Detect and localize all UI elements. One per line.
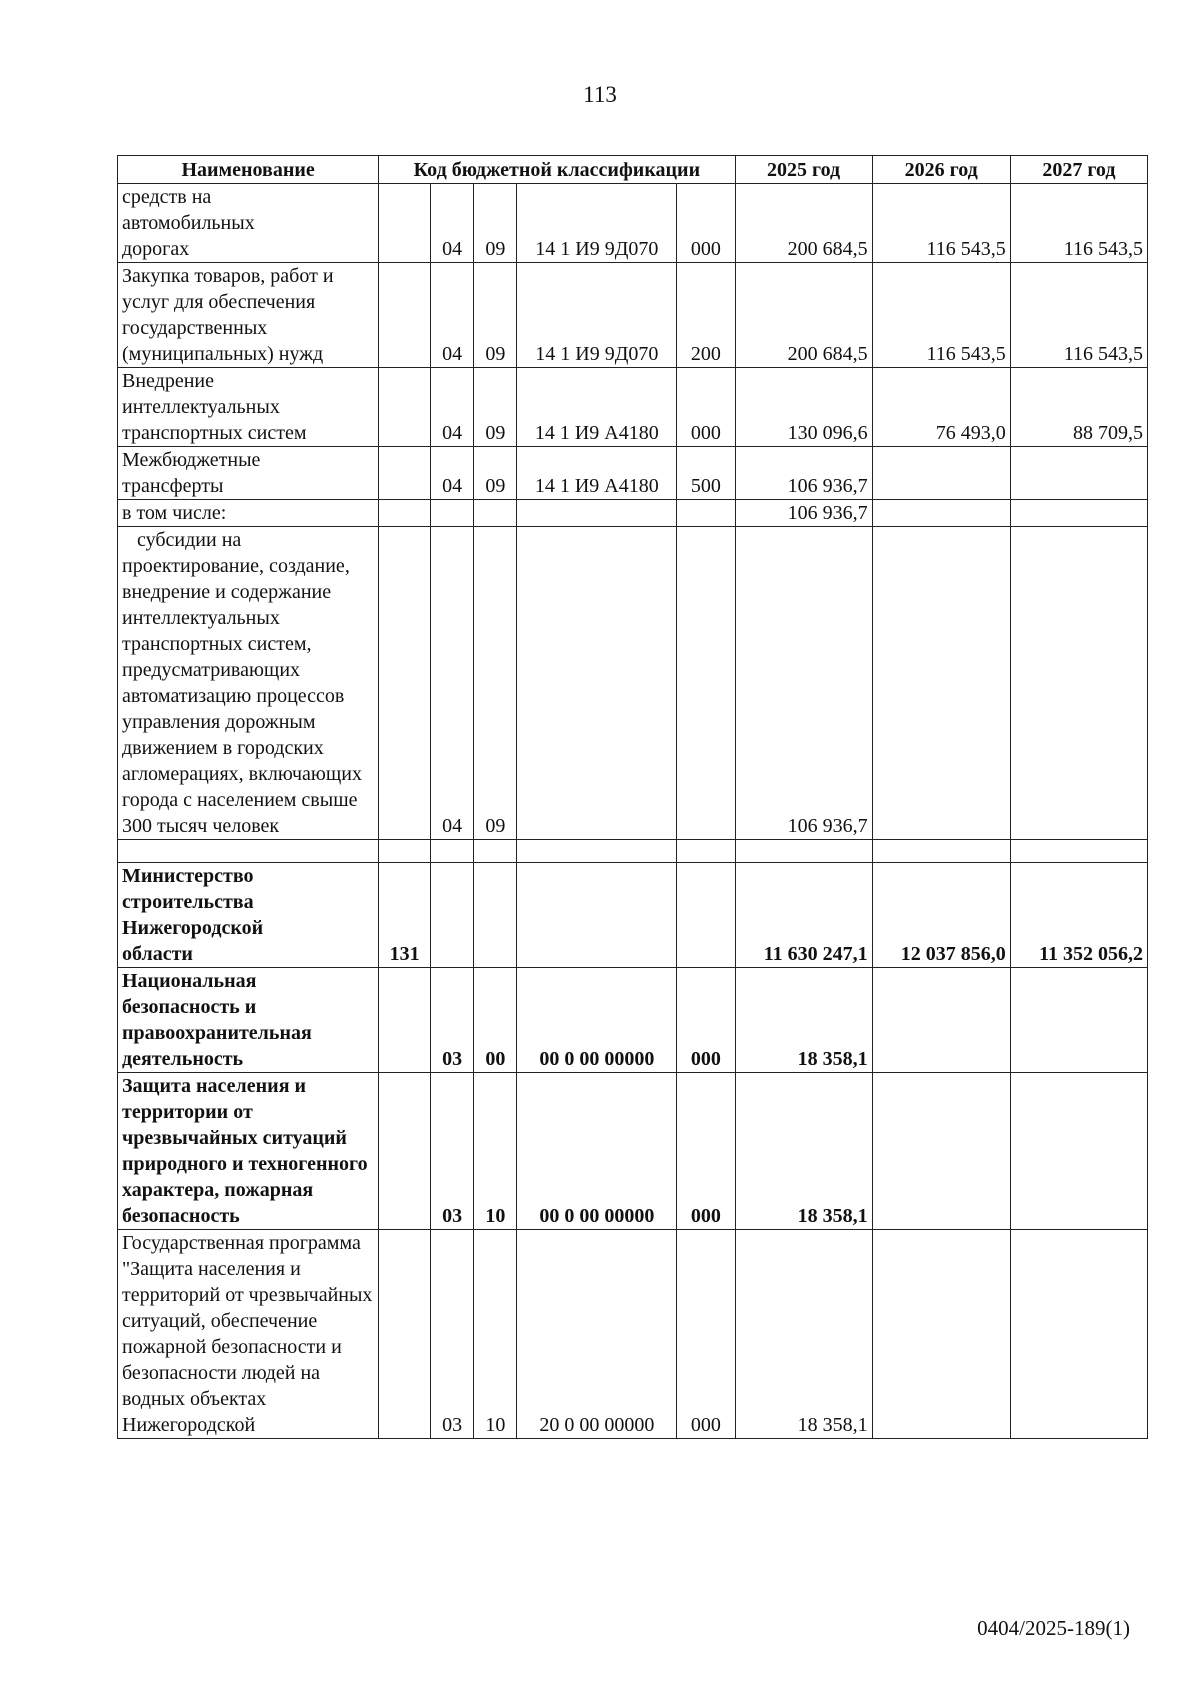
row-pr: 10 [474, 1073, 517, 1230]
table-row [118, 527, 1148, 840]
row-2027 [1010, 1073, 1147, 1230]
row-grbs [379, 968, 431, 1073]
row-rz [431, 500, 474, 527]
row-rz: 04 [431, 527, 474, 840]
table-row [118, 184, 1148, 263]
row-csr: 14 1 И9 А4180 [517, 368, 677, 447]
row-grbs [379, 527, 431, 840]
row-vr [677, 527, 735, 840]
budget-table [117, 155, 1148, 1439]
row-rz: 04 [431, 263, 474, 368]
table-row [118, 863, 1148, 968]
row-csr: 14 1 И9 9Д070 [517, 263, 677, 368]
row-2026: 116 543,5 [872, 184, 1010, 263]
row-rz: 04 [431, 368, 474, 447]
row-2027: 116 543,5 [1010, 263, 1147, 368]
row-2026: 12 037 856,0 [872, 863, 1010, 968]
row-2026 [872, 1230, 1010, 1439]
row-vr: 500 [677, 447, 735, 500]
row-grbs [379, 263, 431, 368]
row-2025 [735, 840, 872, 863]
row-grbs [379, 1073, 431, 1230]
row-csr: 20 0 00 00000 [517, 1230, 677, 1439]
row-csr: 14 1 И9 9Д070 [517, 184, 677, 263]
row-rz: 04 [431, 447, 474, 500]
row-2027: 11 352 056,2 [1010, 863, 1147, 968]
row-grbs [379, 184, 431, 263]
row-grbs [379, 447, 431, 500]
row-2025: 18 358,1 [735, 1230, 872, 1439]
row-grbs [379, 840, 431, 863]
row-pr: 09 [474, 184, 517, 263]
row-name [118, 840, 379, 863]
header-row [118, 156, 1148, 184]
row-2026 [872, 500, 1010, 527]
row-2026: 116 543,5 [872, 263, 1010, 368]
table-row [118, 500, 1148, 527]
page-number: 113 [583, 82, 617, 107]
row-name: Межбюджетные трансферты [118, 447, 379, 500]
row-pr: 09 [474, 263, 517, 368]
row-rz: 03 [431, 1073, 474, 1230]
row-name: субсидии на проектирование, создание, внедрение и содержание интеллектуальных транспортных систем, предусматривающих автоматизацию процессов управления дорожным движением в городских агломерациях, включающих города с населением свыше 300 тысяч человек [118, 527, 379, 840]
row-2025: 18 358,1 [735, 968, 872, 1073]
row-rz: 04 [431, 184, 474, 263]
document-code: 0404/2025-189(1) [977, 1616, 1130, 1640]
header-2025: 2025 год [735, 156, 872, 184]
header-2027: 2027 год [1010, 156, 1147, 184]
row-csr: 00 0 00 00000 [517, 968, 677, 1073]
row-2027: 88 709,5 [1010, 368, 1147, 447]
row-pr [474, 863, 517, 968]
row-vr: 000 [677, 1073, 735, 1230]
row-2026 [872, 447, 1010, 500]
row-pr: 09 [474, 447, 517, 500]
row-vr: 000 [677, 1230, 735, 1439]
row-2025: 200 684,5 [735, 184, 872, 263]
row-csr [517, 500, 677, 527]
row-2027 [1010, 527, 1147, 840]
row-2027 [1010, 840, 1147, 863]
row-name: Министерство строительства Нижегородской области [118, 863, 379, 968]
row-vr [677, 840, 735, 863]
row-vr [677, 500, 735, 527]
table-row [118, 368, 1148, 447]
row-2026: 76 493,0 [872, 368, 1010, 447]
row-2027 [1010, 968, 1147, 1073]
table-row-blank [118, 840, 1148, 863]
row-pr [474, 500, 517, 527]
table-row [118, 1230, 1148, 1439]
row-name: средств на автомобильных дорогах [118, 184, 379, 263]
row-vr: 000 [677, 184, 735, 263]
table-row [118, 447, 1148, 500]
row-grbs [379, 500, 431, 527]
row-pr: 09 [474, 527, 517, 840]
row-pr: 09 [474, 368, 517, 447]
table-row [118, 263, 1148, 368]
row-name: в том числе: [118, 500, 379, 527]
row-2026 [872, 1073, 1010, 1230]
row-grbs: 131 [379, 863, 431, 968]
row-2027 [1010, 1230, 1147, 1439]
row-pr [474, 840, 517, 863]
row-csr: 14 1 И9 А4180 [517, 447, 677, 500]
row-pr: 00 [474, 968, 517, 1073]
row-csr [517, 863, 677, 968]
row-csr [517, 527, 677, 840]
row-2027: 116 543,5 [1010, 184, 1147, 263]
row-name: Национальная безопасность и правоохранительная деятельность [118, 968, 379, 1073]
row-name: Государственная программа "Защита населения и территорий от чрезвычайных ситуаций, обеспечение пожарной безопасности и безопасности людей на водных объектах Нижегородской [118, 1230, 379, 1439]
row-2025: 18 358,1 [735, 1073, 872, 1230]
row-2026 [872, 527, 1010, 840]
row-csr [517, 840, 677, 863]
row-csr: 00 0 00 00000 [517, 1073, 677, 1230]
row-rz: 03 [431, 1230, 474, 1439]
row-name: Закупка товаров, работ и услуг для обеспечения государственных (муниципальных) нужд [118, 263, 379, 368]
row-vr [677, 863, 735, 968]
row-2025: 200 684,5 [735, 263, 872, 368]
row-2025: 106 936,7 [735, 447, 872, 500]
row-2026 [872, 968, 1010, 1073]
row-grbs [379, 1230, 431, 1439]
row-vr: 000 [677, 968, 735, 1073]
row-rz [431, 840, 474, 863]
row-name: Внедрение интеллектуальных транспортных систем [118, 368, 379, 447]
row-grbs [379, 368, 431, 447]
header-name: Наименование [118, 156, 379, 184]
row-2025: 106 936,7 [735, 500, 872, 527]
row-2025: 11 630 247,1 [735, 863, 872, 968]
row-rz: 03 [431, 968, 474, 1073]
row-2027 [1010, 500, 1147, 527]
row-2025: 130 096,6 [735, 368, 872, 447]
row-2025: 106 936,7 [735, 527, 872, 840]
row-vr: 200 [677, 263, 735, 368]
row-pr: 10 [474, 1230, 517, 1439]
row-vr: 000 [677, 368, 735, 447]
row-2027 [1010, 447, 1147, 500]
row-rz [431, 863, 474, 968]
header-2026: 2026 год [872, 156, 1010, 184]
row-name: Защита населения и территории от чрезвычайных ситуаций природного и техногенного характера, пожарная безопасность [118, 1073, 379, 1230]
row-2026 [872, 840, 1010, 863]
table-row [118, 1073, 1148, 1230]
header-code: Код бюджетной классификации [379, 156, 735, 184]
table-row [118, 968, 1148, 1073]
